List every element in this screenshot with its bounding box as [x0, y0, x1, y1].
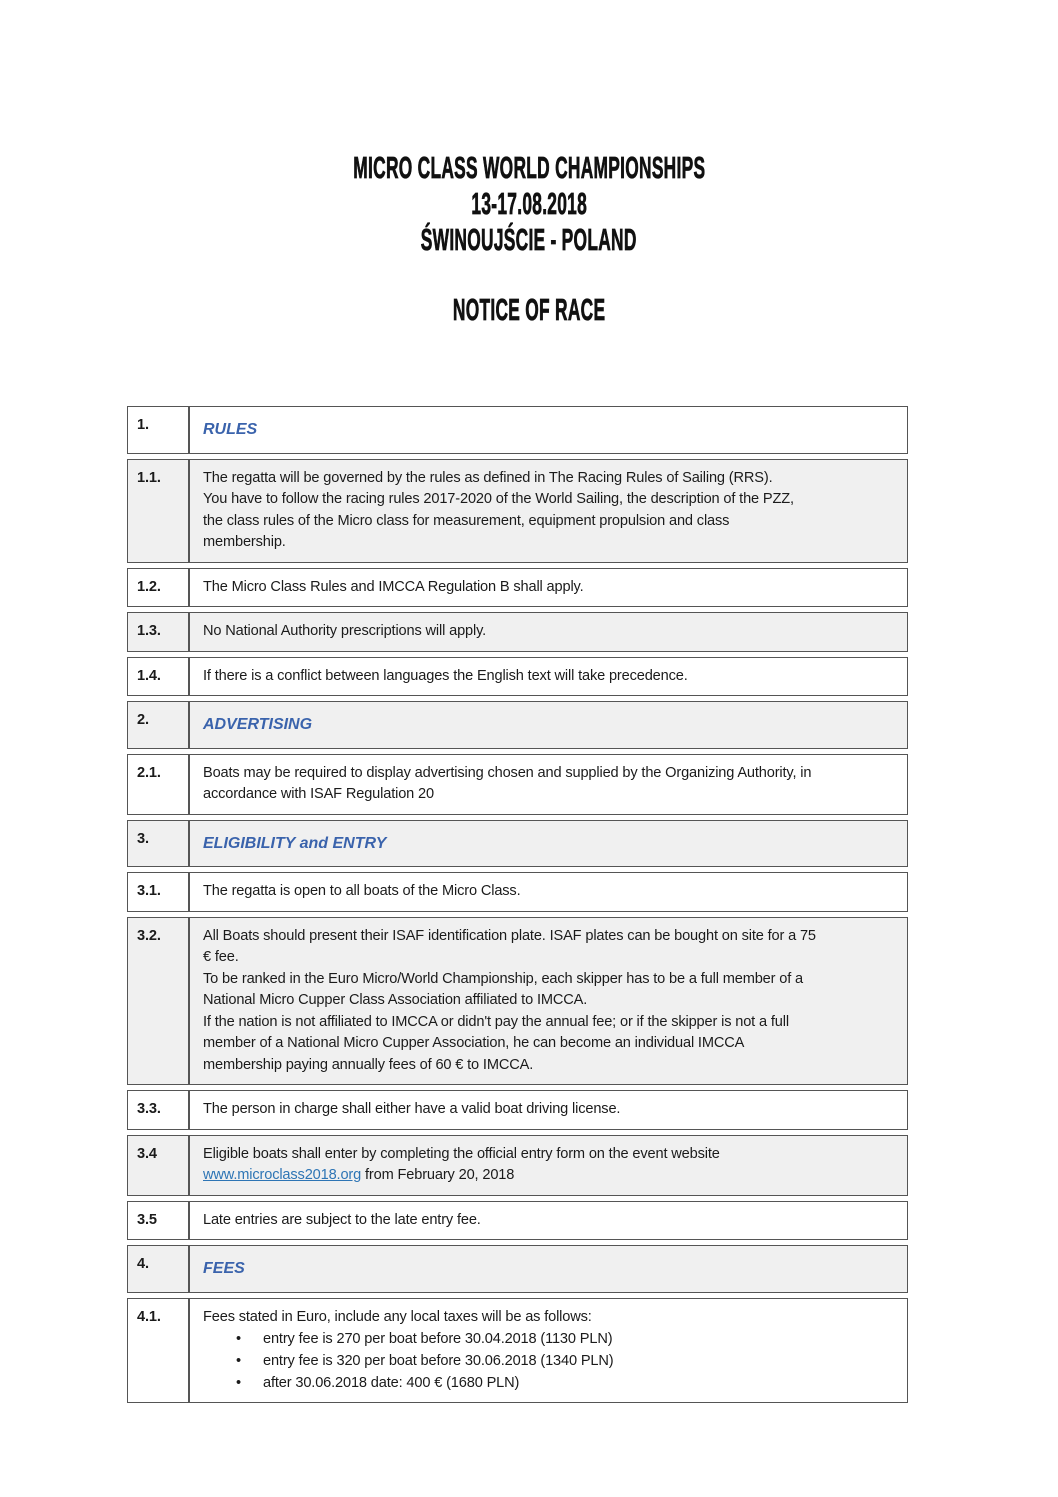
- table-row-1-3: [127, 612, 908, 652]
- table-row-2-1: [127, 754, 908, 815]
- rule-text-cell: [189, 754, 908, 815]
- rule-text-cell: [189, 1090, 908, 1130]
- rule-text-cell: [189, 459, 908, 563]
- row-number: 2.: [127, 701, 189, 749]
- fee-bullet-item: • after 30.06.2018 date: 400 € (1680 PLN): [203, 1373, 899, 1395]
- text-line: membership.: [203, 534, 286, 550]
- notice-of-race-heading: NOTICE OF RACE: [452, 292, 606, 327]
- text-line: You have to follow the racing rules 2017-2020 of the World Sailing, the description of the PZZ,: [203, 491, 794, 507]
- rule-text-cell: [189, 568, 908, 608]
- text-line: the class rules of the Micro class for measurement, equipment propulsion and class: [203, 512, 730, 529]
- row-number: 2.1.: [127, 754, 189, 815]
- table-row-3-1: [127, 872, 908, 912]
- table-row-1-2: [127, 568, 908, 608]
- text-line: [203, 1165, 899, 1187]
- event-title-line-2: [0, 186, 1058, 222]
- notice-table-body: [127, 406, 908, 1403]
- text-line: To be ranked in the Euro Micro/World Championship, each skipper has to be a full member of a: [203, 970, 803, 987]
- text-line: If there is a conflict between languages the English text will take precedence.: [203, 667, 688, 684]
- rule-text-cell: [189, 1135, 908, 1196]
- table-row-4: [127, 1245, 908, 1293]
- table-row-3-3: [127, 1090, 908, 1130]
- notice-of-race-table: [127, 401, 908, 1408]
- table-row-1-4: [127, 657, 908, 697]
- text-line: All Boats should present their ISAF identification plate. ISAF plates can be bought on site for a 75: [203, 927, 816, 944]
- table-row-4-1: [127, 1298, 908, 1404]
- table-row-1: [127, 406, 908, 454]
- text-after-link: from February 20, 2018: [361, 1167, 515, 1183]
- rule-text-cell: [189, 1201, 908, 1241]
- event-title-line-1: [0, 150, 1058, 186]
- table-row-3-4: [127, 1135, 908, 1196]
- table-row-3-5: [127, 1201, 908, 1241]
- rule-text-cell: [189, 917, 908, 1086]
- row-number: 1.3.: [127, 612, 189, 652]
- row-number: 4.1.: [127, 1298, 189, 1404]
- section-title-cell: FEES: [189, 1245, 908, 1293]
- rule-text-cell: [189, 1298, 908, 1404]
- fee-bullet-item: • entry fee is 270 per boat before 30.04.2018 (1130 PLN): [203, 1329, 899, 1351]
- text-line: National Micro Cupper Class Association affiliated to IMCCA.: [203, 992, 588, 1008]
- document-title: [0, 0, 1058, 258]
- document-subtitle: [0, 292, 1058, 328]
- table-row-3: [127, 820, 908, 868]
- table-row-2: [127, 701, 908, 749]
- text-line: member of a National Micro Cupper Association, he can become an individual IMCCA: [203, 1035, 745, 1051]
- section-title-cell: RULES: [189, 406, 908, 454]
- rule-text-cell: [189, 657, 908, 697]
- text-line: The person in charge shall either have a valid boat driving license.: [203, 1101, 621, 1117]
- text-line: Fees stated in Euro, include any local taxes will be as follows:: [203, 1308, 592, 1325]
- row-number: 3.3.: [127, 1090, 189, 1130]
- text-line: membership paying annually fees of 60 € to IMCCA.: [203, 1056, 534, 1073]
- rule-text-cell: [189, 872, 908, 912]
- text-line: Boats may be required to display advertising chosen and supplied by the Organizing Authority, in: [203, 764, 812, 781]
- text-line: If the nation is not affiliated to IMCCA or didn't pay the annual fee; or if the skipper is not a full: [203, 1013, 789, 1030]
- event-title-text: MICRO CLASS WORLD CHAMPIONSHIPS: [352, 150, 706, 185]
- row-number: 1.1.: [127, 459, 189, 563]
- text-line: The regatta is open to all boats of the Micro Class.: [203, 883, 521, 899]
- row-number: 3.2.: [127, 917, 189, 1086]
- text-line: No National Authority prescriptions will apply.: [203, 623, 487, 639]
- text-line: The regatta will be governed by the rules as defined in The Racing Rules of Sailing (RRS).: [203, 469, 773, 486]
- text-line: Eligible boats shall enter by completing the official entry form on the event website: [203, 1145, 720, 1162]
- row-number: 1.: [127, 406, 189, 454]
- section-title-cell: ELIGIBILITY and ENTRY: [189, 820, 908, 868]
- rule-text-cell: [189, 612, 908, 652]
- fee-bullet-list: [203, 1329, 899, 1394]
- row-number: 3.5: [127, 1201, 189, 1241]
- table-row-1-1: [127, 459, 908, 563]
- text-line: Late entries are subject to the late entry fee.: [203, 1211, 481, 1228]
- row-number: 3.1.: [127, 872, 189, 912]
- text-line: The Micro Class Rules and IMCCA Regulation B shall apply.: [203, 578, 584, 595]
- fee-bullet-item: • entry fee is 320 per boat before 30.06.2018 (1340 PLN): [203, 1351, 899, 1373]
- row-number: 4.: [127, 1245, 189, 1293]
- event-dates-text: 13-17.08.2018: [471, 186, 587, 221]
- event-title-line-3: [0, 222, 1058, 258]
- section-title-cell: ADVERTISING: [189, 701, 908, 749]
- row-number: 3.: [127, 820, 189, 868]
- table-row-3-2: [127, 917, 908, 1086]
- row-number: 3.4: [127, 1135, 189, 1196]
- event-location-text: ŚWINOUJŚCIE - POLAND: [421, 222, 637, 257]
- text-line: accordance with ISAF Regulation 20: [203, 786, 434, 802]
- text-line: € fee.: [203, 949, 239, 965]
- row-number: 1.4.: [127, 657, 189, 697]
- row-number: 1.2.: [127, 568, 189, 608]
- event-website-link[interactable]: www.microclass2018.org: [203, 1167, 362, 1183]
